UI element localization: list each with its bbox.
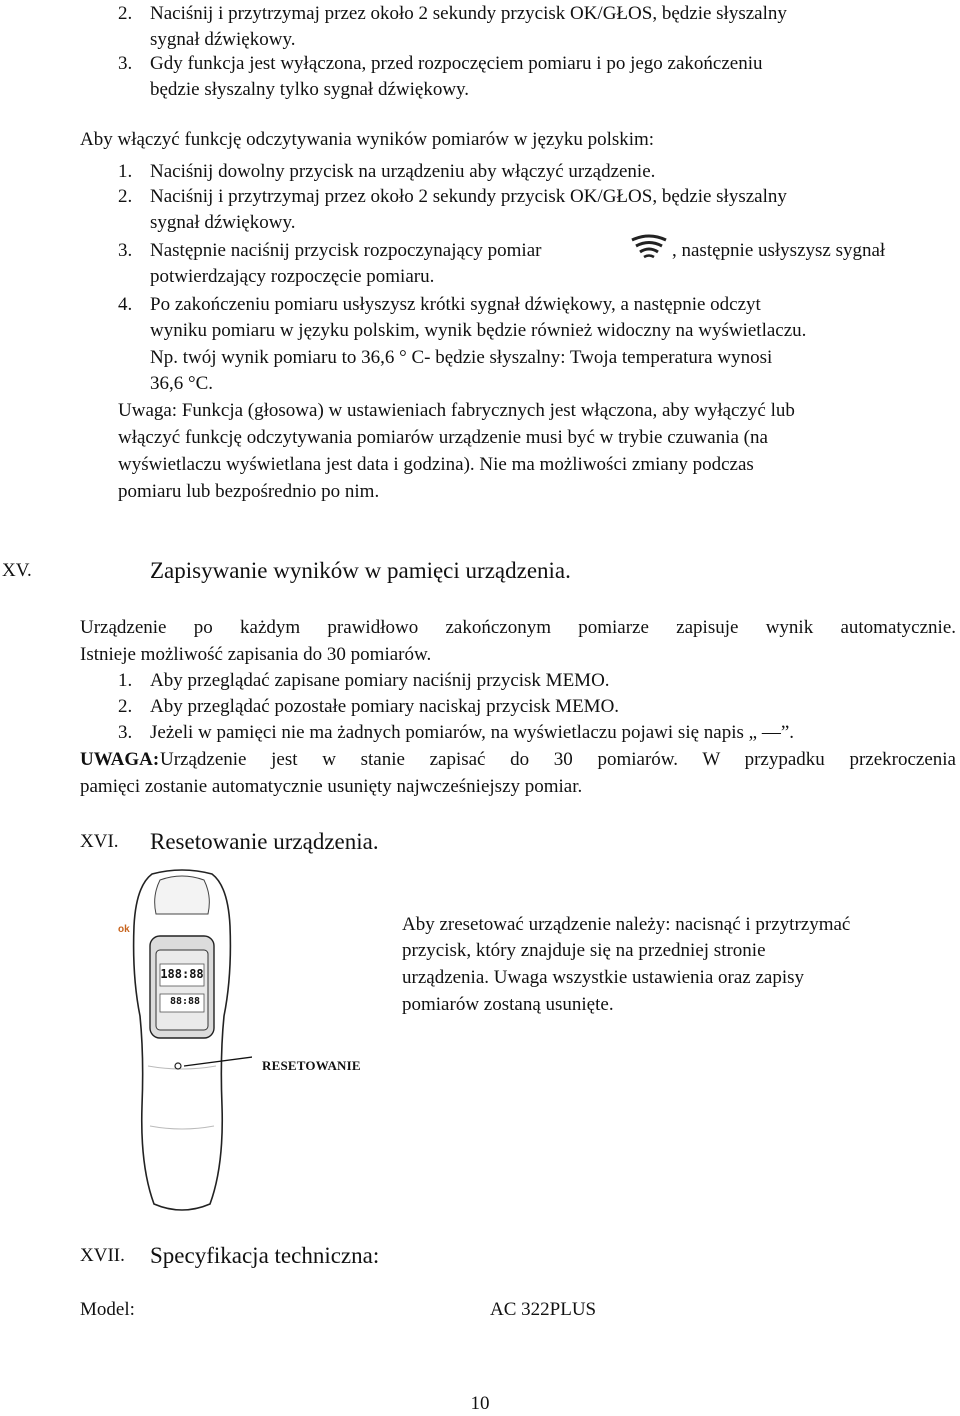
list-text: Aby przeglądać pozostałe pomiary naciskaj przycisk MEMO.: [150, 696, 620, 717]
section-number: XVI.: [80, 831, 119, 852]
list-text: Naciśnij i przytrzymaj przez około 2 sekundy przycisk OK/GŁOS, będzie słyszalny: [150, 186, 787, 207]
section-title: Specyfikacja techniczna:: [150, 1243, 380, 1268]
list-text: sygnał dźwiękowy.: [150, 212, 296, 233]
list-text: Gdy funkcja jest wyłączona, przed rozpoczęciem pomiaru i po jego zakończeniu: [150, 53, 763, 74]
list-number: 3.: [118, 53, 133, 74]
list-text: Np. twój wynik pomiaru to 36,6 ° C- będzie słyszalny: Twoja temperatura wynosi: [150, 347, 773, 368]
list-text: Aby przeglądać zapisane pomiary naciśnij przycisk MEMO.: [150, 670, 610, 691]
list-text: Następnie naciśnij przycisk rozpoczynający pomiar: [150, 240, 542, 261]
spec-value-model: AC 322PLUS: [490, 1299, 597, 1320]
page-number: 10: [470, 1393, 490, 1414]
paragraph: Urządzenie po każdym prawidłowo zakończonym pomiarze zapisuje wynik automatycznie.: [80, 617, 956, 638]
list-text: będzie słyszalny tylko sygnał dźwiękowy.: [150, 79, 470, 100]
list-number: 4.: [118, 294, 133, 315]
reset-text-line: urządzenia. Uwaga wszystkie ustawienia oraz zapisy: [402, 967, 804, 988]
list-number: 2.: [118, 186, 133, 207]
note-line: wyświetlaczu wyświetlana jest data i godzina). Nie ma możliwości zmiany podczas: [118, 454, 754, 475]
section-number: XVII.: [80, 1245, 125, 1266]
list-number: 3.: [118, 722, 133, 743]
note-line: pomiaru lub bezpośrednio po nim.: [118, 481, 380, 502]
spec-label-model: Model:: [80, 1299, 135, 1320]
warning-text: Urządzenie jest w stanie zapisać do 30 pomiarów. W przypadku przekroczenia: [160, 749, 956, 770]
sound-waves-icon: [628, 234, 670, 262]
warning-label: UWAGA:: [80, 749, 160, 770]
device-logo: ok: [118, 924, 130, 935]
device-display-bottom: 88:88: [169, 996, 201, 1007]
list-text: potwierdzający rozpoczęcie pomiaru.: [150, 266, 435, 287]
section-number: XV.: [2, 560, 32, 581]
list-number: 2.: [118, 696, 133, 717]
list-text: sygnał dźwiękowy.: [150, 29, 296, 50]
list-text: , następnie usłyszysz sygnał: [672, 240, 886, 261]
list-text: 36,6 °C.: [150, 373, 214, 394]
reset-text-line: Aby zresetować urządzenie należy: nacisnąć i przytrzymać: [402, 914, 851, 935]
reset-text-line: pomiarów zostaną usunięte.: [402, 994, 614, 1015]
list-text: Po zakończeniu pomiaru usłyszysz krótki sygnał dźwiękowy, a następnie odczyt: [150, 294, 761, 315]
reset-button-label: RESETOWANIE: [262, 1058, 361, 1073]
warning-text: pamięci zostanie automatycznie usunięty najwcześniejszy pomiar.: [80, 776, 583, 797]
list-text: Jeżeli w pamięci nie ma żadnych pomiarów, na wyświetlaczu pojawi się napis „ —”.: [150, 722, 795, 743]
section-title: Zapisywanie wyników w pamięci urządzenia.: [150, 558, 571, 583]
list-text: Naciśnij dowolny przycisk na urządzeniu aby włączyć urządzenie.: [150, 161, 656, 182]
reset-text-line: przycisk, który znajduje się na przedniej stronie: [402, 940, 766, 961]
section-title: Resetowanie urządzenia.: [150, 829, 379, 854]
thermometer-device-illustration: [112, 866, 252, 1216]
list-number: 1.: [118, 161, 133, 182]
paragraph: Istnieje możliwość zapisania do 30 pomiarów.: [80, 644, 432, 665]
list-number: 1.: [118, 670, 133, 691]
list-text: wyniku pomiaru w języku polskim, wynik będzie również widoczny na wyświetlaczu.: [150, 320, 807, 341]
list-text: Naciśnij i przytrzymaj przez około 2 sekundy przycisk OK/GŁOS, będzie słyszalny: [150, 3, 787, 24]
device-display-top: 188:88: [160, 967, 204, 981]
note-line: włączyć funkcję odczytywania pomiarów urządzenie musi być w trybie czuwania (na: [118, 427, 768, 448]
note-line: Uwaga: Funkcja (głosowa) w ustawieniach fabrycznych jest włączona, aby wyłączyć lub: [118, 400, 795, 421]
polish-intro: Aby włączyć funkcję odczytywania wyników pomiarów w języku polskim:: [80, 129, 655, 150]
list-number: 2.: [118, 3, 133, 24]
list-number: 3.: [118, 240, 133, 261]
